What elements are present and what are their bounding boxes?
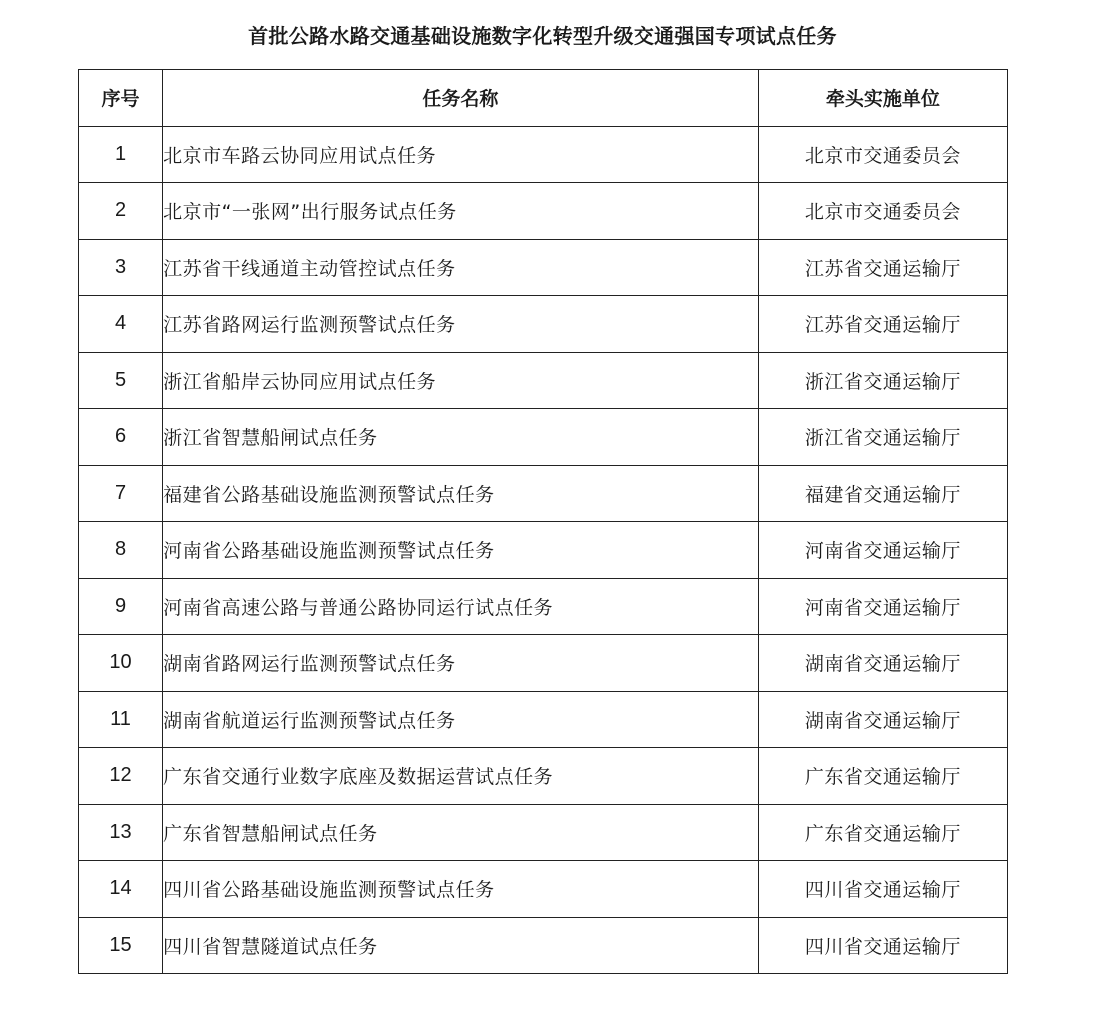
table-row <box>79 861 1008 918</box>
table-row <box>79 578 1008 635</box>
task-name: 浙江省智慧船闸试点任务 <box>163 409 759 466</box>
row-number: 5 <box>79 352 163 409</box>
task-name: 江苏省路网运行监测预警试点任务 <box>163 296 759 353</box>
row-number: 4 <box>79 296 163 353</box>
row-number: 14 <box>79 861 163 918</box>
row-number: 12 <box>79 748 163 805</box>
lead-unit: 广东省交通运输厅 <box>758 804 1007 861</box>
row-number: 10 <box>79 635 163 692</box>
task-name: 江苏省干线通道主动管控试点任务 <box>163 239 759 296</box>
lead-unit: 浙江省交通运输厅 <box>758 352 1007 409</box>
table-row <box>79 409 1008 466</box>
task-name: 四川省智慧隧道试点任务 <box>163 917 759 974</box>
task-name: 北京市“一张网”出行服务试点任务 <box>163 183 759 240</box>
lead-unit: 四川省交通运输厅 <box>758 861 1007 918</box>
task-name: 北京市车路云协同应用试点任务 <box>163 126 759 183</box>
row-number: 2 <box>79 183 163 240</box>
row-number: 8 <box>79 522 163 579</box>
table-row <box>79 465 1008 522</box>
row-number: 7 <box>79 465 163 522</box>
lead-unit: 湖南省交通运输厅 <box>758 691 1007 748</box>
lead-unit: 四川省交通运输厅 <box>758 917 1007 974</box>
table-row <box>79 691 1008 748</box>
table-row <box>79 804 1008 861</box>
task-name: 湖南省航道运行监测预警试点任务 <box>163 691 759 748</box>
lead-unit: 广东省交通运输厅 <box>758 748 1007 805</box>
row-number: 3 <box>79 239 163 296</box>
header-serial-number: 序号 <box>79 70 163 127</box>
lead-unit: 福建省交通运输厅 <box>758 465 1007 522</box>
lead-unit: 河南省交通运输厅 <box>758 522 1007 579</box>
header-task-name: 任务名称 <box>163 70 759 127</box>
lead-unit: 浙江省交通运输厅 <box>758 409 1007 466</box>
lead-unit: 江苏省交通运输厅 <box>758 239 1007 296</box>
table-row <box>79 748 1008 805</box>
lead-unit: 湖南省交通运输厅 <box>758 635 1007 692</box>
lead-unit: 北京市交通委员会 <box>758 183 1007 240</box>
table-row <box>79 917 1008 974</box>
table-row <box>79 183 1008 240</box>
table-header-row <box>79 70 1008 127</box>
task-name: 四川省公路基础设施监测预警试点任务 <box>163 861 759 918</box>
row-number: 1 <box>79 126 163 183</box>
row-number: 11 <box>79 691 163 748</box>
table-row <box>79 239 1008 296</box>
task-table <box>78 69 1008 974</box>
task-name: 河南省公路基础设施监测预警试点任务 <box>163 522 759 579</box>
lead-unit: 北京市交通委员会 <box>758 126 1007 183</box>
table-row <box>79 522 1008 579</box>
task-name: 湖南省路网运行监测预警试点任务 <box>163 635 759 692</box>
table-row <box>79 352 1008 409</box>
task-name: 广东省交通行业数字底座及数据运营试点任务 <box>163 748 759 805</box>
table-row <box>79 635 1008 692</box>
row-number: 13 <box>79 804 163 861</box>
task-name: 浙江省船岸云协同应用试点任务 <box>163 352 759 409</box>
header-lead-unit: 牵头实施单位 <box>758 70 1007 127</box>
row-number: 6 <box>79 409 163 466</box>
lead-unit: 河南省交通运输厅 <box>758 578 1007 635</box>
page-title: 首批公路水路交通基础设施数字化转型升级交通强国专项试点任务 <box>248 24 837 48</box>
row-number: 15 <box>79 917 163 974</box>
lead-unit: 江苏省交通运输厅 <box>758 296 1007 353</box>
table-row <box>79 296 1008 353</box>
table-row <box>79 126 1008 183</box>
task-name: 河南省高速公路与普通公路协同运行试点任务 <box>163 578 759 635</box>
task-name: 福建省公路基础设施监测预警试点任务 <box>163 465 759 522</box>
task-name: 广东省智慧船闸试点任务 <box>163 804 759 861</box>
row-number: 9 <box>79 578 163 635</box>
